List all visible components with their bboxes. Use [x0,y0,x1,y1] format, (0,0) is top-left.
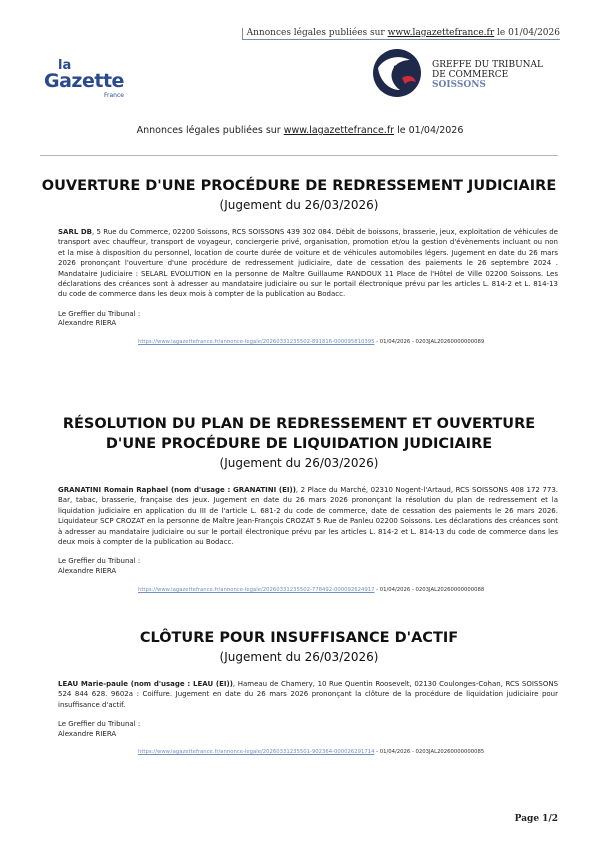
notice-title: OUVERTURE D'UNE PROCÉDURE DE REDRESSEMENT JUDICIAIRE [41,178,557,194]
notice-reference [138,339,558,345]
notice-reference [138,587,558,593]
top-site-link[interactable]: www.lagazettefrance.fr [387,28,495,38]
greffe-line2: DE COMMERCE [432,70,509,80]
notice-judgment-date: (Jugement du 26/03/2026) [219,650,379,664]
signer-role: Le Greffier du Tribunal : [58,720,141,729]
notice-judgment-date: (Jugement du 26/03/2026) [219,198,379,212]
top-note-prefix: Annonces légales publiées sur [246,28,385,38]
logo-la: la [58,58,72,73]
notice-party: LEAU Marie-paule (nom d'usage : LEAU (EI)) [58,680,233,688]
gazette-logo [44,58,134,100]
notice-1 [40,176,558,345]
notice-signature [58,310,558,329]
subhead-prefix: Annonces légales publiées sur [136,125,281,136]
signer-name: Alexandre RIERA [58,319,117,328]
subhead-suffix: le 01/04/2026 [397,125,464,136]
notice-reference [138,749,558,755]
notice-2 [40,414,558,593]
greffe-line1: GREFFE DU TRIBUNAL [432,60,544,70]
signer-role: Le Greffier du Tribunal : [58,557,141,566]
notice-body [58,485,558,547]
notice-reference-link[interactable]: https://www.lagazettefrance.fr/annonce-legale/20260331235502-778492-000092624917 [138,586,375,593]
notice-party: GRANATINI Romain Raphael (nom d'usage : GRANATINI (EI)) [58,486,296,494]
publication-subheading [0,125,600,136]
top-note-suffix: le 01/04/2026 [497,28,560,38]
marianne-emblem-icon [372,48,422,98]
notice-reference-link[interactable]: https://www.lagazettefrance.fr/annonce-legale/20260331235502-891816-000095810395 [138,339,375,346]
notice-text: , 2 Place du Marché, 02310 Nogent-l'Artaud, RCS SOISSONS 408 172 773. Bar, tabac, brasserie, française des jeux. Jugement en date du 26 mars 2026 prononçant la résolution du plan de redressement et la liquidation judiciaire en application du III de l'article L. 681-2 du code de commerce, date de cessation des paiements le 26 mars 2026. Liquidateur SCP CROZAT en la personne de Maître Jean-François CROZAT 5 Rue de Panleu 02200 Soissons. Les déclarations des créances sont à adresser au mandataire judiciaire ou sur le portail électronique prévu par les articles L. 814-2 et L. 814-13 du code de commerce dans les deux mois à compter de la publication au Bodacc. [58,486,559,547]
subhead-site-link[interactable]: www.lagazettefrance.fr [283,125,395,136]
notice-judgment-date: (Jugement du 26/03/2026) [219,456,379,470]
signer-name: Alexandre RIERA [58,567,117,576]
top-publication-note [242,28,560,40]
notice-text: , Hameau de Chamery, 10 Rue Quentin Roosevelt, 02130 Coulonges-Cohan, RCS SOISSONS 524 844 628. 9602a : Coiffure. Jugement en date du 26 mars 2026 prononçant la clôture de la procédure de liquidation judiciaire pour insuffisance d'actif. [58,680,559,709]
notice-title: RÉSOLUTION DU PLAN DE REDRESSEMENT ET OUVERTURE D'UNE PROCÉDURE DE LIQUIDATION JUDICIAIRE [62,416,536,452]
greffe-name [432,60,543,90]
notice-signature [58,557,558,576]
notice-body [58,679,558,710]
signer-name: Alexandre RIERA [58,729,117,738]
notice-body [58,227,558,300]
signer-role: Le Greffier du Tribunal : [58,309,141,318]
notice-text: , 5 Rue du Commerce, 02200 Soissons, RCS SOISSONS 439 302 084. Débit de boissons, brasserie, jeux, exploitation de véhicules de transport avec chauffeur, transport de voyageur, conciergerie privé, organisation, promotion et/ou la gestion d'évènements incluant ou non et la mise à disposition du personnel, location de courte durée de voiture et de véhicules automobiles légers. Jugement en date du 26 mars 2026 prononçant l'ouverture d'une procédure de redressement judiciaire, date de cessation des paiements le 26 septembre 2024 . Mandataire Judiciaire : SELARL EVOLUTION en la personne de Maître Guillaume RANDOUX 11 Place de l'Hôtel de Ville 02200 Soissons. Les déclarations des créances sont à adresser au mandataire judiciaire ou sur le portail électronique prévu par les articles L. 814-2 et L. 814-13 du code de commerce dans les deux mois à compter de la publication au Bodacc. [58,228,558,299]
notice-reference-id: - 01/04/2026 - 0203JAL20260000000085 [374,749,485,756]
notice-reference-link[interactable]: https://www.lagazettefrance.fr/annonce-legale/20260331235501-902364-000026291714 [138,749,375,756]
logo-gazette: Gazette [44,70,124,92]
notice-party: SARL DB [58,228,92,236]
notice-title: CLÔTURE POUR INSUFFISANCE D'ACTIF [139,630,459,646]
greffe-city: SOISSONS [432,80,486,90]
notice-3 [40,628,558,755]
notice-signature [58,720,558,739]
header-divider [40,155,558,156]
notice-reference-id: - 01/04/2026 - 0203JAL20260000000089 [374,339,485,346]
logo-france: France [104,92,124,99]
notice-reference-id: - 01/04/2026 - 0203JAL20260000000088 [374,586,485,593]
page-number: Page 1/2 [514,814,558,824]
